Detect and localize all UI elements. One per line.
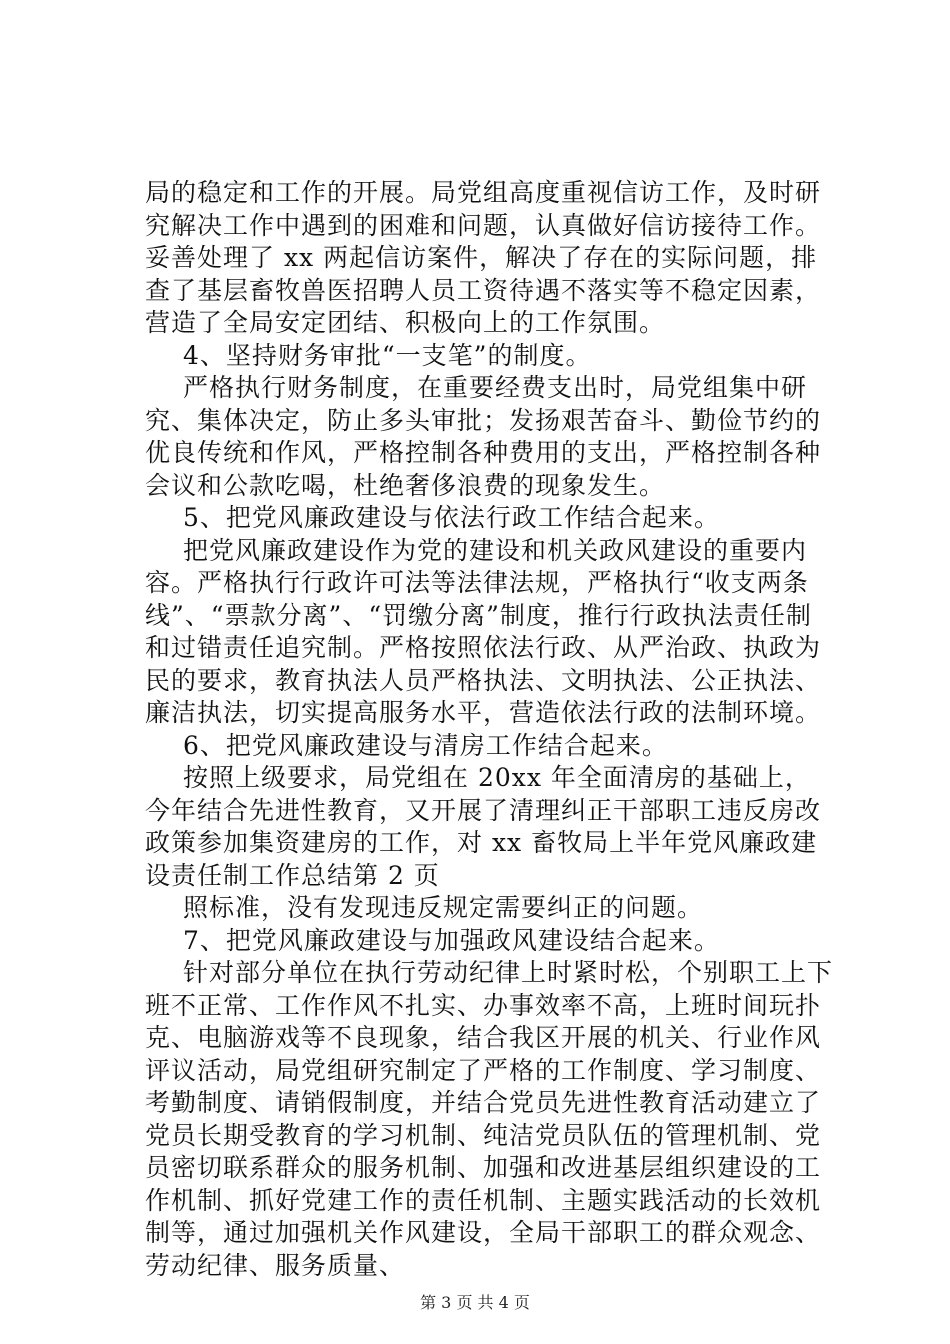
page-number-footer: 第 3 页 共 4 页 xyxy=(420,1293,530,1312)
paragraph: 7、把党风廉政建设与加强政风建设结合起来。 xyxy=(183,925,720,955)
paragraph: 按照上级要求，局党组在 20xx 年全面清房的基础上，今年结合先进性教育，又开展了清理纠正干部职工违反房改政策参加集资建房的工作，对 xx 畜牧局上半年党风廉政建设责任制工作总结第 2 页 xyxy=(145,763,822,890)
paragraph: 照标准，没有发现违反规定需要纠正的问题。 xyxy=(183,893,704,922)
paragraph: 5、把党风廉政建设与依法行政工作结合起来。 xyxy=(183,503,720,532)
paragraph: 局的稳定和工作的开展。局党组高度重视信访工作，及时研究解决工作中遇到的困难和问题，认真做好信访接待工作。妥善处理了 xx 两起信访案件，解决了存在的实际问题，排查了基层畜牧兽医招聘人员工资待遇不落实等不稳定因素，营造了全局安定团结、积极向上的工作氛围。 xyxy=(145,178,822,337)
document-body xyxy=(145,177,835,1282)
paragraph: 针对部分单位在执行劳动纪律上时紧时松，个别职工上下班不正常、工作作风不扎实、办事效率不高，上班时间玩扑克、电脑游戏等不良现象，结合我区开展的机关、行业作风评议活动，局党组研究制定了严格的工作制度、学习制度、考勤制度、请销假制度，并结合党员先进性教育活动建立了党员长期受教育的学习机制、纯洁党员队伍的管理机制、党员密切联系群众的服务机制、加强和改进基层组织建设的工作机制、抓好党建工作的责任机制、主题实践活动的长效机制等，通过加强机关作风建设，全局干部职工的群众观念、劳动纪律、服务质量、 xyxy=(145,958,834,1280)
paragraph: 4、坚持财务审批“一支笔”的制度。 xyxy=(183,340,592,370)
paragraph: 把党风廉政建设作为党的建设和机关政风建设的重要内容。严格执行行政许可法等法律法规，严格执行“收支两条线”、“票款分离”、“罚缴分离”制度，推行行政执法责任制和过错责任追究制。严格按照依法行政、从严治政、执政为民的要求，教育执法人员严格执法、文明执法、公正执法、廉洁执法，切实提高服务水平，营造依法行政的法制环境。 xyxy=(145,535,822,727)
paragraph: 6、把党风廉政建设与清房工作结合起来。 xyxy=(183,730,668,760)
paragraph: 严格执行财务制度，在重要经费支出时，局党组集中研究、集体决定，防止多头审批；发扬艰苦奋斗、勤俭节约的优良传统和作风，严格控制各种费用的支出，严格控制各种会议和公款吃喝，杜绝奢侈浪费的现象发生。 xyxy=(145,373,822,500)
